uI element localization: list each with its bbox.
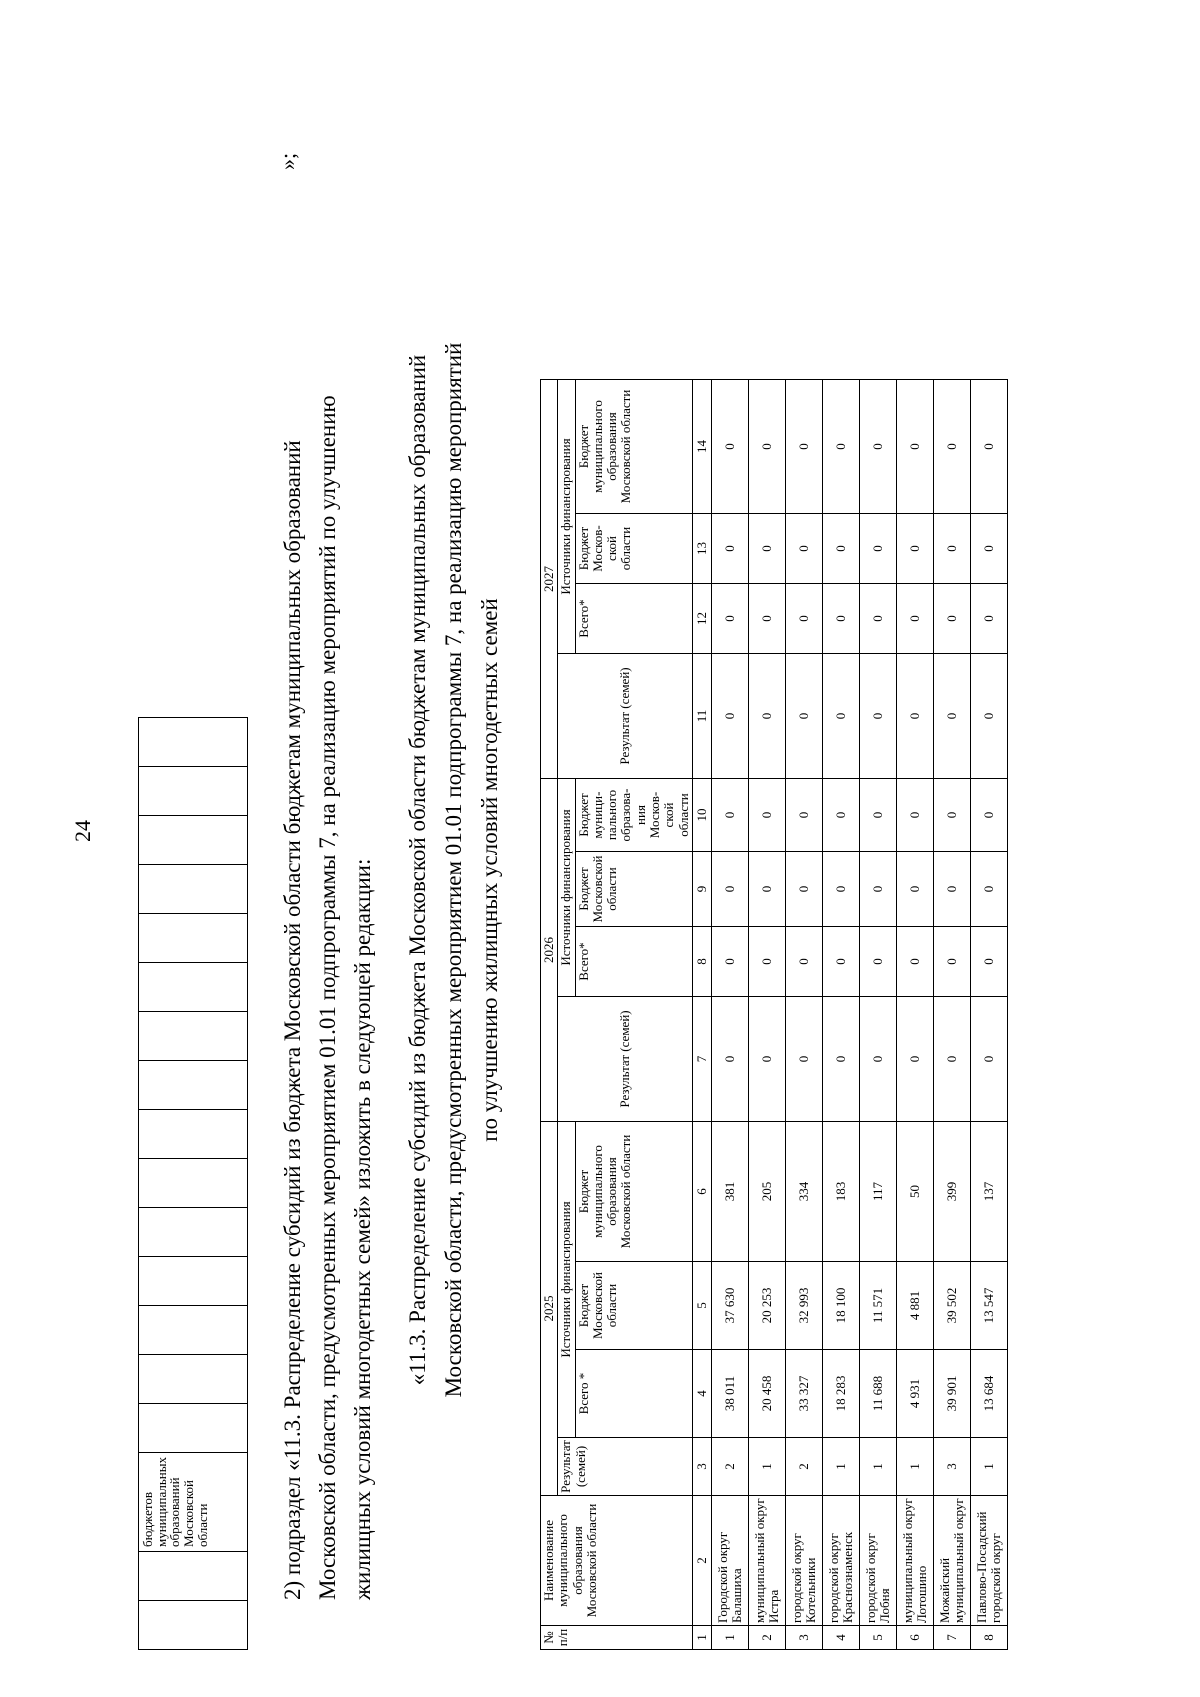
table-row: [711, 380, 748, 1650]
value-cell: 0: [711, 514, 748, 584]
value-cell: 0: [822, 779, 859, 852]
closing-quote-mark: »;: [275, 152, 300, 170]
stub-cell: [139, 1404, 248, 1453]
value-cell: 37 630: [711, 1262, 748, 1350]
header-year-2025: 2025: [541, 1122, 558, 1496]
value-cell: 0: [785, 852, 822, 927]
value-cell: 20 253: [748, 1262, 785, 1350]
stub-cell: бюджетов муниципальных образований Московской области: [139, 1453, 248, 1552]
value-cell: 0: [785, 927, 822, 997]
value-cell: 0: [711, 654, 748, 779]
column-index-cell: 12: [692, 584, 711, 654]
value-cell: 3: [933, 1438, 970, 1496]
column-index-cell: 6: [692, 1122, 711, 1262]
header-budget-mun-2025: Бюджет муниципального образования Московской области: [575, 1122, 692, 1262]
value-cell: 0: [748, 584, 785, 654]
value-cell: 0: [859, 997, 896, 1122]
value-cell: 0: [859, 779, 896, 852]
header-total-2027: Всего*: [575, 584, 692, 654]
header-year-2027: 2027: [541, 380, 558, 779]
header-budget-mo-2025: Бюджет Московской области: [575, 1262, 692, 1350]
stub-cell: [139, 914, 248, 963]
row-number: 4: [822, 1626, 859, 1650]
stub-cell: [139, 1355, 248, 1404]
column-index-cell: 5: [692, 1262, 711, 1350]
stub-cell: [139, 963, 248, 1012]
value-cell: 0: [785, 584, 822, 654]
value-cell: 2: [711, 1438, 748, 1496]
value-cell: 0: [970, 514, 1007, 584]
header-result-2026: Результат (семей): [558, 997, 693, 1122]
value-cell: 50: [896, 1122, 933, 1262]
intro-line: 2) подраздел «11.3. Распределение субсидий из бюджета Московской области бюджетам муниципальных образований: [280, 440, 305, 1600]
value-cell: 0: [748, 852, 785, 927]
header-year-2026: 2026: [541, 779, 558, 1122]
value-cell: 0: [711, 852, 748, 927]
value-cell: 0: [822, 654, 859, 779]
table-row: [933, 380, 970, 1650]
title-line: «11.3. Распределение субсидий из бюджета Московской области бюджетам муниципальных образований: [405, 354, 430, 1386]
table-row: [785, 380, 822, 1650]
value-cell: 0: [748, 380, 785, 514]
header-number: № п/п: [541, 1626, 693, 1650]
value-cell: 0: [859, 852, 896, 927]
value-cell: 33 327: [785, 1350, 822, 1438]
value-cell: 0: [933, 514, 970, 584]
value-cell: 0: [711, 779, 748, 852]
value-cell: 0: [970, 654, 1007, 779]
value-cell: 334: [785, 1122, 822, 1262]
title-line: по улучшению жилищных условий многодетных семей: [477, 598, 502, 1142]
header-municipality: Наименование муниципального образования Московской области: [541, 1496, 693, 1626]
column-index-cell: 3: [692, 1438, 711, 1496]
value-cell: 0: [748, 779, 785, 852]
header-budget-mun-2027: Бюджет муниципального образования Московской области: [575, 380, 692, 514]
value-cell: 18 283: [822, 1350, 859, 1438]
municipality-name: Можайский муниципальный округ: [933, 1496, 970, 1626]
value-cell: 1: [822, 1438, 859, 1496]
value-cell: 0: [933, 584, 970, 654]
value-cell: 18 100: [822, 1262, 859, 1350]
value-cell: 0: [822, 584, 859, 654]
value-cell: 0: [859, 380, 896, 514]
value-cell: 0: [822, 380, 859, 514]
header-sources-2027: Источники финансирования: [558, 380, 575, 654]
value-cell: 0: [970, 584, 1007, 654]
value-cell: 0: [822, 927, 859, 997]
stub-cell: [139, 865, 248, 914]
municipality-name: Павлово-Посадский городской округ: [970, 1496, 1007, 1626]
header-total-2026: Всего*: [575, 927, 692, 997]
row-number: 6: [896, 1626, 933, 1650]
value-cell: 0: [896, 514, 933, 584]
column-index-cell: 1: [692, 1626, 711, 1650]
value-cell: 117: [859, 1122, 896, 1262]
stub-cell: [139, 1061, 248, 1110]
column-index-cell: 7: [692, 997, 711, 1122]
value-cell: 0: [970, 779, 1007, 852]
value-cell: 32 993: [785, 1262, 822, 1350]
value-cell: 39 901: [933, 1350, 970, 1438]
value-cell: 11 571: [859, 1262, 896, 1350]
municipality-name: городской округ Котельники: [785, 1496, 822, 1626]
header-result-2025: Результат (семей): [558, 1438, 693, 1496]
value-cell: 0: [822, 997, 859, 1122]
table-row: [822, 380, 859, 1650]
value-cell: 1: [859, 1438, 896, 1496]
row-number: 5: [859, 1626, 896, 1650]
section-title: [400, 280, 508, 1460]
municipality-name: Городской округ Балашиха: [711, 1496, 748, 1626]
value-cell: 1: [896, 1438, 933, 1496]
municipality-name: городской округ Лобня: [859, 1496, 896, 1626]
stub-cell: [139, 816, 248, 865]
stub-cell: [139, 1012, 248, 1061]
value-cell: 0: [896, 927, 933, 997]
value-cell: 0: [859, 927, 896, 997]
table-row: [970, 380, 1007, 1650]
row-number: 7: [933, 1626, 970, 1650]
stub-cell: [139, 1208, 248, 1257]
header-budget-mo-2027: Бюджет Москов-ской области: [575, 514, 692, 584]
title-line: Московской области, предусмотренных мероприятием 01.01 подпрограммы 7, на реализацию мероприятий: [441, 342, 466, 1398]
stub-cell: [139, 1306, 248, 1355]
header-total-2025: Всего *: [575, 1350, 692, 1438]
stub-cell: [139, 1552, 248, 1601]
value-cell: 0: [785, 380, 822, 514]
row-number: 8: [970, 1626, 1007, 1650]
column-index-cell: 2: [692, 1496, 711, 1626]
stub-cell: [139, 1257, 248, 1306]
stub-cell: [139, 718, 248, 767]
row-number: 1: [711, 1626, 748, 1650]
table-row: [748, 380, 785, 1650]
value-cell: 0: [785, 514, 822, 584]
value-cell: 381: [711, 1122, 748, 1262]
column-index-cell: 11: [692, 654, 711, 779]
stub-cell: [139, 1110, 248, 1159]
table-row: [896, 380, 933, 1650]
column-index-row: [692, 380, 711, 1650]
value-cell: 0: [859, 514, 896, 584]
row-number: 3: [785, 1626, 822, 1650]
value-cell: 0: [896, 852, 933, 927]
value-cell: 13 684: [970, 1350, 1007, 1438]
value-cell: 0: [822, 514, 859, 584]
value-cell: 0: [933, 654, 970, 779]
header-sources-2026: Источники финансирования: [558, 779, 575, 997]
value-cell: 205: [748, 1122, 785, 1262]
rotated-content: [0, 60, 1200, 1660]
value-cell: 0: [785, 997, 822, 1122]
intro-line: жилищных условий многодетных семей» изложить в следующей редакции:: [350, 858, 375, 1600]
column-index-cell: 13: [692, 514, 711, 584]
value-cell: 399: [933, 1122, 970, 1262]
header-budget-mo-2026: Бюджет Московской области: [575, 852, 692, 927]
value-cell: 0: [970, 852, 1007, 927]
header-result-2027: Результат (семей): [558, 654, 693, 779]
value-cell: 0: [896, 654, 933, 779]
value-cell: 1: [748, 1438, 785, 1496]
municipality-name: муниципальный округ Истра: [748, 1496, 785, 1626]
value-cell: 0: [970, 927, 1007, 997]
value-cell: 1: [970, 1438, 1007, 1496]
value-cell: 0: [970, 997, 1007, 1122]
table-row: [859, 380, 896, 1650]
header-budget-mun-2026: Бюджет муници-пального образова-ния Москов-ской области: [575, 779, 692, 852]
value-cell: 11 688: [859, 1350, 896, 1438]
value-cell: 4 931: [896, 1350, 933, 1438]
header-sources-2025: Источники финансирования: [558, 1122, 575, 1438]
value-cell: 38 011: [711, 1350, 748, 1438]
value-cell: 0: [711, 584, 748, 654]
value-cell: 0: [933, 852, 970, 927]
value-cell: 0: [711, 380, 748, 514]
value-cell: 137: [970, 1122, 1007, 1262]
value-cell: 0: [896, 997, 933, 1122]
subsidy-distribution-table: [540, 379, 1008, 1650]
municipality-name: городской округ Краснознаменск: [822, 1496, 859, 1626]
stub-row: [139, 718, 248, 1650]
value-cell: 0: [933, 997, 970, 1122]
value-cell: 20 458: [748, 1350, 785, 1438]
intro-line: Московской области, предусмотренных мероприятием 01.01 подпрограммы 7, на реализацию мероприятий по улучшению: [315, 395, 340, 1600]
value-cell: 0: [748, 997, 785, 1122]
value-cell: 0: [933, 927, 970, 997]
value-cell: 183: [822, 1122, 859, 1262]
municipality-name: муниципальный округ Лотошино: [896, 1496, 933, 1626]
value-cell: 0: [896, 584, 933, 654]
page-number: 24: [70, 820, 95, 842]
value-cell: 0: [970, 380, 1007, 514]
value-cell: 0: [748, 654, 785, 779]
value-cell: 0: [785, 779, 822, 852]
value-cell: 0: [822, 852, 859, 927]
stub-cell: [139, 1601, 248, 1650]
value-cell: 0: [748, 514, 785, 584]
value-cell: 0: [933, 779, 970, 852]
value-cell: 0: [859, 584, 896, 654]
column-index-cell: 4: [692, 1350, 711, 1438]
value-cell: 0: [933, 380, 970, 514]
amendment-intro: [275, 140, 380, 1600]
value-cell: 4 881: [896, 1262, 933, 1350]
column-index-cell: 14: [692, 380, 711, 514]
value-cell: 0: [896, 380, 933, 514]
stub-cell: [139, 1159, 248, 1208]
column-index-cell: 9: [692, 852, 711, 927]
value-cell: 0: [748, 927, 785, 997]
row-number: 2: [748, 1626, 785, 1650]
column-index-cell: 10: [692, 779, 711, 852]
value-cell: 0: [896, 779, 933, 852]
value-cell: 39 502: [933, 1262, 970, 1350]
value-cell: 0: [711, 927, 748, 997]
column-index-cell: 8: [692, 927, 711, 997]
value-cell: 2: [785, 1438, 822, 1496]
value-cell: 0: [711, 997, 748, 1122]
previous-table-stub: [138, 717, 248, 1650]
stub-cell: [139, 767, 248, 816]
table-body: [692, 380, 1007, 1650]
value-cell: 0: [859, 654, 896, 779]
value-cell: 13 547: [970, 1262, 1007, 1350]
value-cell: 0: [785, 654, 822, 779]
